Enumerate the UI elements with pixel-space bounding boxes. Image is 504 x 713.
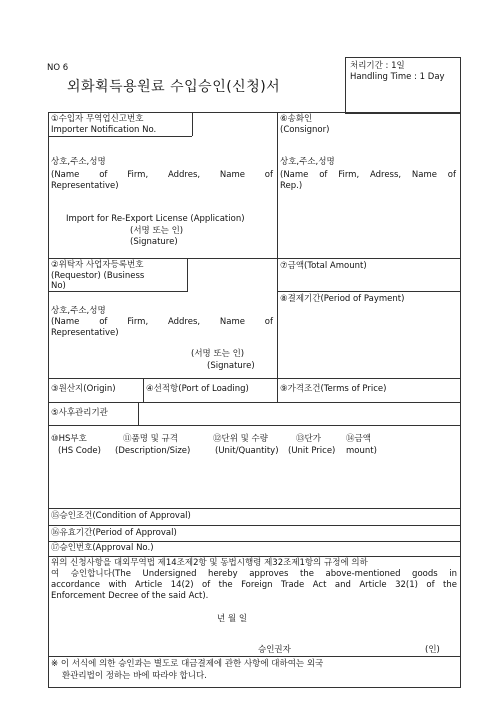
requestor-business-divider	[187, 258, 188, 291]
approval-number-label: ⑰승인번호(Approval No.)	[51, 543, 154, 553]
description-header-en: (Description/Size)	[115, 446, 191, 456]
payment-period-label: ⑧결제기간(Period of Payment)	[280, 294, 405, 304]
consignor-firm-en-2: Rep.)	[280, 181, 303, 191]
column-divider	[277, 112, 278, 378]
requestor-business-bottom	[48, 291, 188, 292]
row-line-condition	[48, 508, 460, 509]
description-header-ko: ⑪품명 및 규격	[123, 434, 178, 444]
importer-sign-en: (Signature)	[130, 237, 178, 247]
unit-quantity-header-ko: ⑫단위 및 수량	[213, 434, 268, 444]
requestor-firm-ko: 상호,주소,성명	[51, 306, 106, 316]
importer-firm-en-2: Representative)	[51, 181, 119, 191]
unit-price-header-ko: ⑬단가	[296, 434, 321, 444]
row-line-approval-no	[48, 541, 460, 542]
approval-statement-ko-1: 위의 신청사항을 대외무역법 제14조제2항 및 동법시행령 제32조제1항의 규정에 의하	[51, 558, 368, 568]
amount-header-en: mount)	[346, 446, 377, 456]
unit-quantity-header-en: (Unit/Quantity)	[215, 446, 279, 456]
loading-divider	[277, 378, 278, 402]
importer-notification-bottom	[48, 136, 192, 137]
post-management-divider	[138, 402, 139, 425]
requestor-label-en: (Requestor) (Business	[51, 271, 145, 281]
approval-seal: (인)	[425, 645, 440, 655]
form-title: 외화획득용원료 수입승인(신청)서	[67, 79, 281, 95]
row-line-footer	[48, 656, 460, 657]
row-line-post-management	[48, 402, 460, 403]
origin-divider	[143, 378, 144, 402]
row-line-statement	[48, 556, 460, 557]
row-line-requestor	[48, 258, 460, 259]
hs-code-header-en: (HS Code)	[58, 446, 101, 456]
importer-notification-divider	[192, 112, 193, 136]
approval-statement-en-2: Enforcement Decree of the said Act).	[51, 591, 209, 601]
terms-of-price-label: ⑨가격조건(Terms of Price)	[280, 384, 387, 394]
port-of-loading-label: ④선적항(Port of Loading)	[146, 384, 249, 394]
consignor-firm-ko: 상호,주소,성명	[280, 157, 335, 167]
consignor-firm-en: (Name of Firm, Adress, Name of	[280, 170, 456, 180]
row-line-payment	[277, 291, 460, 292]
form-number: NO 6	[47, 63, 69, 73]
amount-header-ko: ⑭금액	[346, 434, 371, 444]
importer-sign-ko: (서명 또는 인)	[130, 226, 184, 236]
footer-note-2: 환관리법이 정하는 바에 따라야 합니다.	[62, 671, 207, 681]
importer-label-ko: ①수입자 무역업신고번호	[51, 114, 144, 124]
post-management-label: ⑤사후관리기관	[51, 408, 108, 418]
approval-validity-label: ⑯유효기간(Period of Approval)	[51, 528, 177, 538]
importer-label-en: Importer Notification No.	[51, 125, 157, 135]
requestor-sign-en: (Signature)	[207, 361, 255, 371]
row-line-validity	[48, 525, 460, 526]
approval-statement-ko-2: 여 승인합니다(The Undersigned hereby approves the above-mentioned goods in	[51, 569, 457, 579]
requestor-firm-en: (Name of Firm, Addres, Name of	[51, 317, 273, 327]
processing-period-ko: 처리기간 : 1일	[350, 61, 405, 71]
requestor-sign-ko: (서명 또는 인)	[191, 349, 245, 359]
consignor-label-en: (Consignor)	[280, 125, 330, 135]
consignor-label-ko: ⑥송화인	[280, 114, 313, 124]
row-line-goods	[48, 425, 460, 426]
unit-price-header-en: (Unit Price)	[288, 446, 336, 456]
requestor-firm-en-2: Representative)	[51, 328, 119, 338]
row-line-origin	[48, 378, 460, 379]
requestor-label-ko: ②위탁자 사업자등록번호	[51, 260, 144, 270]
approval-date: 년 월 일	[217, 614, 248, 624]
approval-statement-en-1: accordance with Article 14(2) of the Foreign Trade Act and Article 32(1) of the	[51, 580, 457, 590]
importer-firm-ko: 상호,주소,성명	[51, 157, 106, 167]
origin-label: ③원산지(Origin)	[51, 384, 116, 394]
footer-note-1: ※ 이 서식에 의한 승인과는 별도로 대금결제에 관한 사항에 대하여는 외국	[51, 659, 324, 669]
approval-condition-label: ⑮승인조건(Condition of Approval)	[51, 511, 191, 521]
hs-code-header-ko: ⑩HS부호	[51, 434, 87, 444]
requestor-label-en-2: No)	[51, 281, 66, 291]
importer-firm-en: (Name of Firm, Addres, Name of	[51, 170, 273, 180]
application-title: Import for Re-Export License (Application)	[66, 214, 245, 224]
processing-period-en: Handling Time : 1 Day	[350, 72, 445, 82]
approval-authority: 승인권자	[258, 645, 291, 655]
total-amount-label: ⑦금액(Total Amount)	[280, 261, 367, 271]
